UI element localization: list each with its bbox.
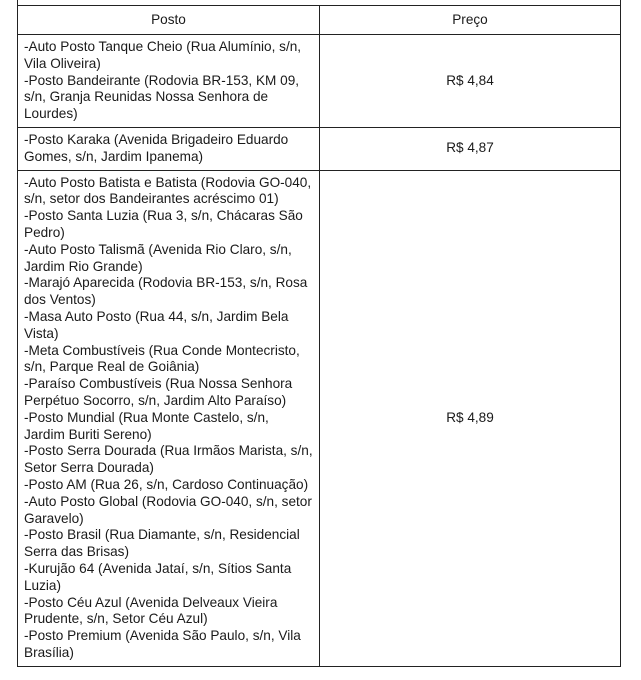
column-header-posto: Posto: [18, 6, 320, 35]
station-entry: -Posto Céu Azul (Avenida Delveaux Vieira Prudente, s/n, Setor Céu Azul): [24, 594, 278, 627]
fuel-price-table: [17, 0, 621, 667]
station-entry: -Auto Posto Batista e Batista (Rodovia GO-040, s/n, setor dos Bandeirantes acréscimo 01): [24, 174, 312, 207]
table-row: [18, 35, 621, 128]
table-row: [18, 170, 621, 666]
price-table-container: [17, 0, 620, 667]
station-entry: -Auto Posto Talismã (Avenida Rio Claro, s/n, Jardim Rio Grande): [24, 241, 292, 274]
station-entry: -Kurujão 64 (Avenida Jataí, s/n, Sítios Santa Luzia): [24, 560, 292, 593]
station-entry: -Posto Bandeirante (Rodovia BR-153, KM 09, s/n, Granja Reunidas Nossa Senhora de Lourdes): [24, 72, 300, 122]
station-entry: -Posto Brasil (Rua Diamante, s/n, Residencial Serra das Brisas): [24, 527, 300, 560]
station-entry: -Posto Premium (Avenida São Paulo, s/n, Vila Brasília): [24, 628, 301, 660]
station-entry: -Paraíso Combustíveis (Rua Nossa Senhora Perpétuo Socorro, s/n, Jardim Alto Paraíso): [24, 376, 293, 408]
table-header-row: [18, 6, 621, 35]
station-entry: -Posto Santa Luzia (Rua 3, s/n, Chácaras São Pedro): [24, 208, 303, 240]
table-row: [18, 127, 621, 170]
stations-cell: [18, 127, 320, 170]
column-header-preco: Preço: [320, 6, 621, 35]
station-entry: -Posto Karaka (Avenida Brigadeiro Eduardo Gomes, s/n, Jardim Ipanema): [24, 131, 289, 164]
station-entry: -Auto Posto Global (Rodovia GO-040, s/n, setor Garavelo): [24, 493, 312, 526]
station-entry: -Marajó Aparecida (Rodovia BR-153, s/n, Rosa dos Ventos): [24, 275, 308, 308]
station-entry: -Posto AM (Rua 26, s/n, Cardoso Continuação): [24, 476, 309, 492]
stations-cell: [18, 170, 320, 666]
station-entry: -Meta Combustíveis (Rua Conde Montecristo, s/n, Parque Real de Goiânia): [24, 342, 300, 375]
price-cell: R$ 4,89: [320, 170, 621, 666]
station-entry: -Masa Auto Posto (Rua 44, s/n, Jardim Bela Vista): [24, 308, 289, 341]
price-cell: R$ 4,84: [320, 35, 621, 128]
station-entry: -Posto Mundial (Rua Monte Castelo, s/n, Jardim Buriti Sereno): [24, 409, 269, 442]
stations-cell: [18, 35, 320, 128]
price-cell: R$ 4,87: [320, 127, 621, 170]
station-entry: -Posto Serra Dourada (Rua Irmãos Marista, s/n, Setor Serra Dourada): [24, 443, 313, 476]
station-entry: -Auto Posto Tanque Cheio (Rua Alumínio, s/n, Vila Oliveira): [24, 39, 302, 71]
